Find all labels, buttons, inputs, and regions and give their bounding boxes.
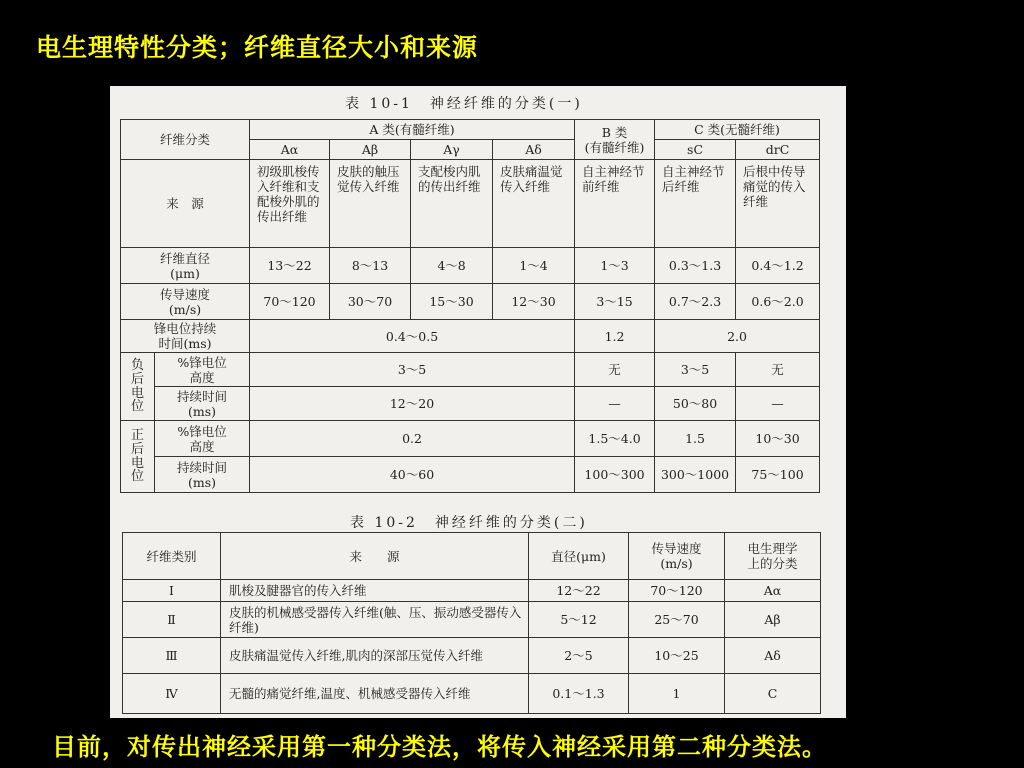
t2-header-ephys: 电生理学 上的分类 <box>725 533 821 580</box>
col-header: Aγ <box>411 140 493 160</box>
t2-cat: Ⅰ <box>123 580 221 602</box>
velocity-cell: 0.7～2.3 <box>655 284 736 320</box>
row-label-source: 来 源 <box>121 160 250 248</box>
t2-cat: Ⅲ <box>123 638 221 674</box>
diameter-cell: 13～22 <box>250 248 330 284</box>
t2-eph: C <box>725 674 821 714</box>
diameter-cell: 8～13 <box>330 248 411 284</box>
t2-src: 皮肤痛温觉传入纤维,肌肉的深部压觉传入纤维 <box>221 638 529 674</box>
source-cell: 初级肌梭传入纤维和支配梭外肌的传出纤维 <box>250 160 330 248</box>
pos-dur-label: 持续时间 (ms) <box>155 457 250 493</box>
velocity-cell: 30～70 <box>330 284 411 320</box>
pos-dur-a: 40～60 <box>250 457 575 493</box>
col-header: sC <box>655 140 736 160</box>
fiber-classification-table-2 <box>122 532 821 714</box>
table2-caption: 表 10-2 神经纤维的分类(二) <box>350 515 588 531</box>
spike-c-cell: 2.0 <box>655 320 820 353</box>
pos-pct-sc: 1.5 <box>655 421 736 457</box>
table-row <box>123 580 821 602</box>
t2-header-velocity: 传导速度 (m/s) <box>629 533 725 580</box>
neg-after-potential-text: 负后电位 <box>130 358 144 415</box>
neg-dur-sc: 50～80 <box>655 387 736 421</box>
slide-title: 电生理特性分类；纤维直径大小和来源 <box>36 33 479 62</box>
slide-footer-note: 目前，对传出神经采用第一种分类法，将传入神经采用第二种分类法。 <box>52 733 827 761</box>
col-header: drC <box>736 140 820 160</box>
velocity-cell: 0.6～2.0 <box>736 284 820 320</box>
pos-dur-sc: 300～1000 <box>655 457 736 493</box>
source-cell: 自主神经节后纤维 <box>655 160 736 248</box>
neg-pct-label: %锋电位 高度 <box>155 353 250 387</box>
velocity-cell: 15～30 <box>411 284 493 320</box>
neg-dur-a: 12～20 <box>250 387 575 421</box>
row-label-velocity: 传导速度 (m/s) <box>121 284 250 320</box>
neg-dur-label: 持续时间 (ms) <box>155 387 250 421</box>
col-header: Aδ <box>493 140 575 160</box>
t2-eph: Aβ <box>725 602 821 638</box>
pos-pct-label: %锋电位 高度 <box>155 421 250 457</box>
t2-cat: Ⅱ <box>123 602 221 638</box>
table-row <box>123 638 821 674</box>
header-fiber-class: 纤维分类 <box>121 120 250 160</box>
header-group-b: B 类 (有髓纤维) <box>575 120 655 160</box>
source-cell: 后根中传导痛觉的传入纤维 <box>736 160 820 248</box>
fiber-classification-table-1 <box>120 119 820 493</box>
source-cell: 皮肤的触压觉传入纤维 <box>330 160 411 248</box>
pos-pct-b: 1.5～4.0 <box>575 421 655 457</box>
pos-after-potential-label <box>121 421 155 493</box>
scanned-page <box>110 86 846 718</box>
pos-dur-b: 100～300 <box>575 457 655 493</box>
t2-dia: 2～5 <box>529 638 629 674</box>
pos-pct-a: 0.2 <box>250 421 575 457</box>
table-row <box>123 602 821 638</box>
neg-pct-a: 3～5 <box>250 353 575 387</box>
velocity-cell: 3～15 <box>575 284 655 320</box>
col-header: Aβ <box>330 140 411 160</box>
t2-header-category: 纤维类别 <box>123 533 221 580</box>
t2-eph: Aα <box>725 580 821 602</box>
neg-pct-b: 无 <box>575 353 655 387</box>
row-label-spike: 锋电位持续 时间(ms) <box>121 320 250 353</box>
source-cell: 支配梭内肌的传出纤维 <box>411 160 493 248</box>
neg-after-potential-label <box>121 353 155 421</box>
t2-cat: Ⅳ <box>123 674 221 714</box>
col-header: Aα <box>250 140 330 160</box>
diameter-cell: 1～3 <box>575 248 655 284</box>
t2-header-diameter: 直径(μm) <box>529 533 629 580</box>
pos-dur-drc: 75～100 <box>736 457 820 493</box>
table1-caption: 表 10-1 神经纤维的分类(一) <box>345 96 583 112</box>
diameter-cell: 0.3～1.3 <box>655 248 736 284</box>
neg-dur-b: — <box>575 387 655 421</box>
t2-dia: 12～22 <box>529 580 629 602</box>
velocity-cell: 70～120 <box>250 284 330 320</box>
neg-dur-drc: — <box>736 387 820 421</box>
source-cell: 皮肤痛温觉传入纤维 <box>493 160 575 248</box>
row-label-diameter: 纤维直径 (μm) <box>121 248 250 284</box>
diameter-cell: 1～4 <box>493 248 575 284</box>
spike-a-cell: 0.4～0.5 <box>250 320 575 353</box>
t2-vel: 10～25 <box>629 638 725 674</box>
t2-src: 皮肤的机械感受器传入纤维(触、压、振动感受器传入纤维) <box>221 602 529 638</box>
diameter-cell: 4～8 <box>411 248 493 284</box>
neg-pct-drc: 无 <box>736 353 820 387</box>
table-row <box>123 674 821 714</box>
t2-dia: 0.1～1.3 <box>529 674 629 714</box>
t2-eph: Aδ <box>725 638 821 674</box>
t2-src: 无髓的痛觉纤维,温度、机械感受器传入纤维 <box>221 674 529 714</box>
t2-dia: 5～12 <box>529 602 629 638</box>
diameter-cell: 0.4～1.2 <box>736 248 820 284</box>
t2-vel: 70～120 <box>629 580 725 602</box>
neg-pct-sc: 3～5 <box>655 353 736 387</box>
header-group-a: A 类(有髓纤维) <box>250 120 575 140</box>
t2-vel: 25～70 <box>629 602 725 638</box>
source-cell: 自主神经节前纤维 <box>575 160 655 248</box>
pos-after-potential-text: 正后电位 <box>130 428 144 485</box>
spike-b-cell: 1.2 <box>575 320 655 353</box>
velocity-cell: 12～30 <box>493 284 575 320</box>
t2-header-source: 来 源 <box>221 533 529 580</box>
header-group-c: C 类(无髓纤维) <box>655 120 820 140</box>
pos-pct-drc: 10～30 <box>736 421 820 457</box>
t2-src: 肌梭及腱器官的传入纤维 <box>221 580 529 602</box>
t2-vel: 1 <box>629 674 725 714</box>
